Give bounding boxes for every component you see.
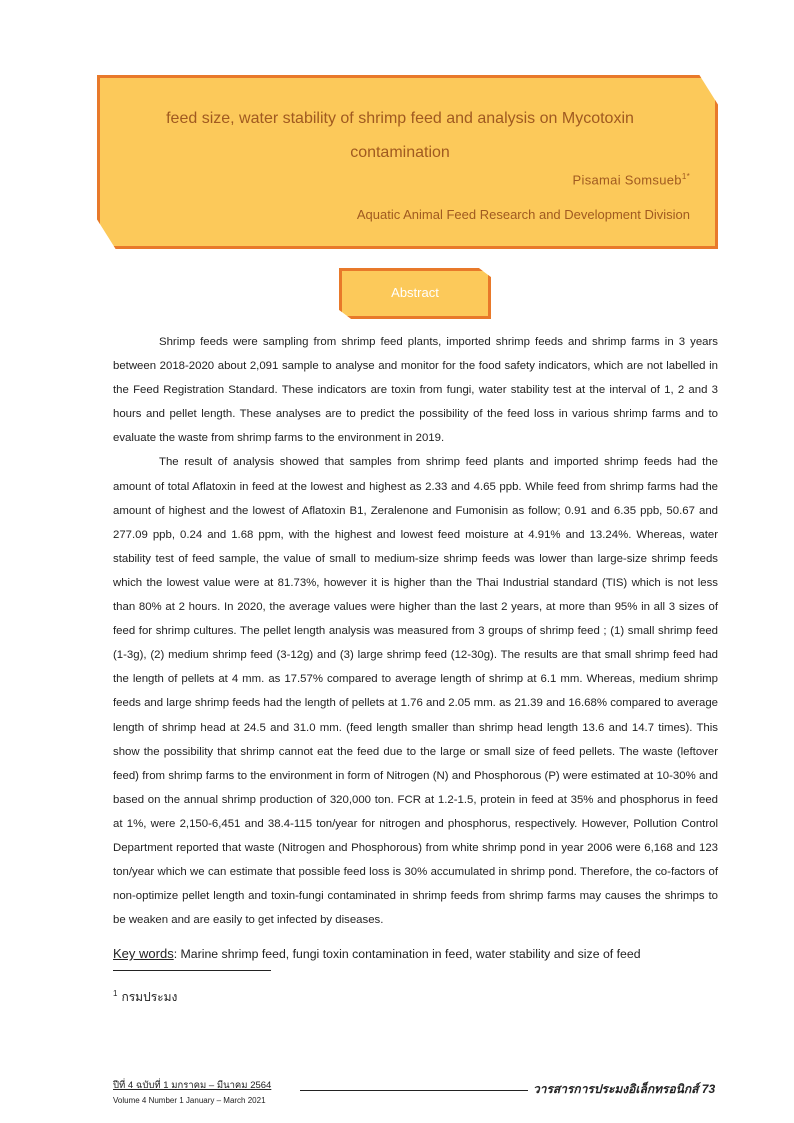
footnote-text: กรมประมง (121, 990, 178, 1004)
footnote-divider (113, 970, 271, 971)
title-line-1: feed size, water stability of shrimp feed and analysis on Mycotoxin (166, 110, 634, 127)
footnote-marker: 1 (113, 989, 118, 998)
title-line-2: contamination (350, 144, 450, 161)
paper-title (130, 102, 670, 170)
affiliation: Aquatic Animal Feed Research and Development Division (356, 207, 690, 222)
footer-issue-thai: ปีที่ 4 ฉบับที่ 1 มกราคม – มีนาคม 2564 (113, 1080, 272, 1091)
footer-issue-english: Volume 4 Number 1 January – March 2021 (113, 1096, 266, 1105)
keywords (113, 946, 723, 961)
author-superscript: 1* (681, 172, 690, 181)
footer-divider (300, 1090, 528, 1091)
keywords-label: Key words (113, 946, 174, 961)
keywords-text: : Marine shrimp feed, fungi toxin contamination in feed, water stability and size of feed (173, 947, 641, 961)
abstract-paragraph-2: The result of analysis showed that samples from shrimp feed plants and imported shrimp feeds had the amount of total Aflatoxin in feed at the lowest and highest as 2.33 and 4.65 ppb. While feed from shrimp farms had the amount of highest and the lowest of Aflatoxin B1, Zeralenone and Fumonisin as follow; 0.91 and 6.35 ppb, 50.67 and 277.09 ppb, 0.24 and 1.68 ppm, with the highest and lowest feed moisture at 4.91% and 13.24%. Whereas, water stability test of feed sample, the value of small to medium-size shrimp feeds was lower than large-size shrimp feeds which the lowest value were at 81.73%, however it is higher than the Thai Industrial standard (TIS) which is not less than 80% at 2 hours. In 2020, the average values were higher than the last 2 years, at more than 95% in all 3 sizes of feed for shrimp cultures. The pellet length analysis was measured from 3 groups of shrimp feed ; (1) small shrimp feed (1-3g), (2) medium shrimp feed (3-12g) and (3) large shrimp feed (12-30g). The results are that small shrimp feed had the length of pellets at 4 mm. as 17.57% compared to average length of shrimp at 6.1 mm. Whereas, medium shrimp feeds and large shrimp feeds had the length of pellets at 1.76 and 2.05 mm. as 21.39 and 16.68% compared to average length of shrimp head at 24.5 and 31.0 mm. (feed length smaller than shrimp head length 13.6 and 14.7 times). This show the possibility that shrimp cannot eat the feed due to the large or small size of feed pellets. The waste (leftover feed) from shrimp farms to the environment in form of Nitrogen (N) and Phosphorous (P) were estimated at 10-30% and based on the annual shrimp production of 320,000 ton. FCR at 1.2-1.5, protein in feed at 35% and phosphorus in feed at 1%, were 2,150-6,451 and 38.4-115 ton/year for nitrogen and phosphorus, respectively. However, Pollution Control Department reported that waste (Nitrogen and Phosphorous) from white shrimp pond in year 2006 were 6,168 and 123 ton/year which we can estimate that possible feed loss is 30% accumulated in shrimp pond. Therefore, the co-factors of non-optimize pellet length and toxin-fungi contaminated in shrimp feeds from shrimp farms may causes the shrimps to be weaken and are easily to get infected by diseases. (113, 456, 718, 927)
abstract-heading: Abstract (391, 285, 439, 300)
footnote (113, 988, 177, 1007)
author (573, 172, 690, 187)
abstract-body (113, 330, 718, 932)
author-name: Pisamai Somsueb (572, 172, 682, 188)
footer-journal-page: วารสารการประมงอิเล็กทรอนิกส์ 73 (533, 1082, 716, 1096)
abstract-paragraph-1: Shrimp feeds were sampling from shrimp feed plants, imported shrimp feeds and shrimp farms in 3 years between 2018-2020 about 2,091 sample to analyse and monitor for the food safety indicators, which are not labelled in the Feed Registration Standard. These indicators are toxin from fungi, water stability test at the interval of 1, 2 and 3 hours and pellet length. These analyses are to predict the possibility of the feed loss in various shrimp farms and to evaluate the waste from shrimp farms to the environment in 2019. (113, 336, 718, 445)
